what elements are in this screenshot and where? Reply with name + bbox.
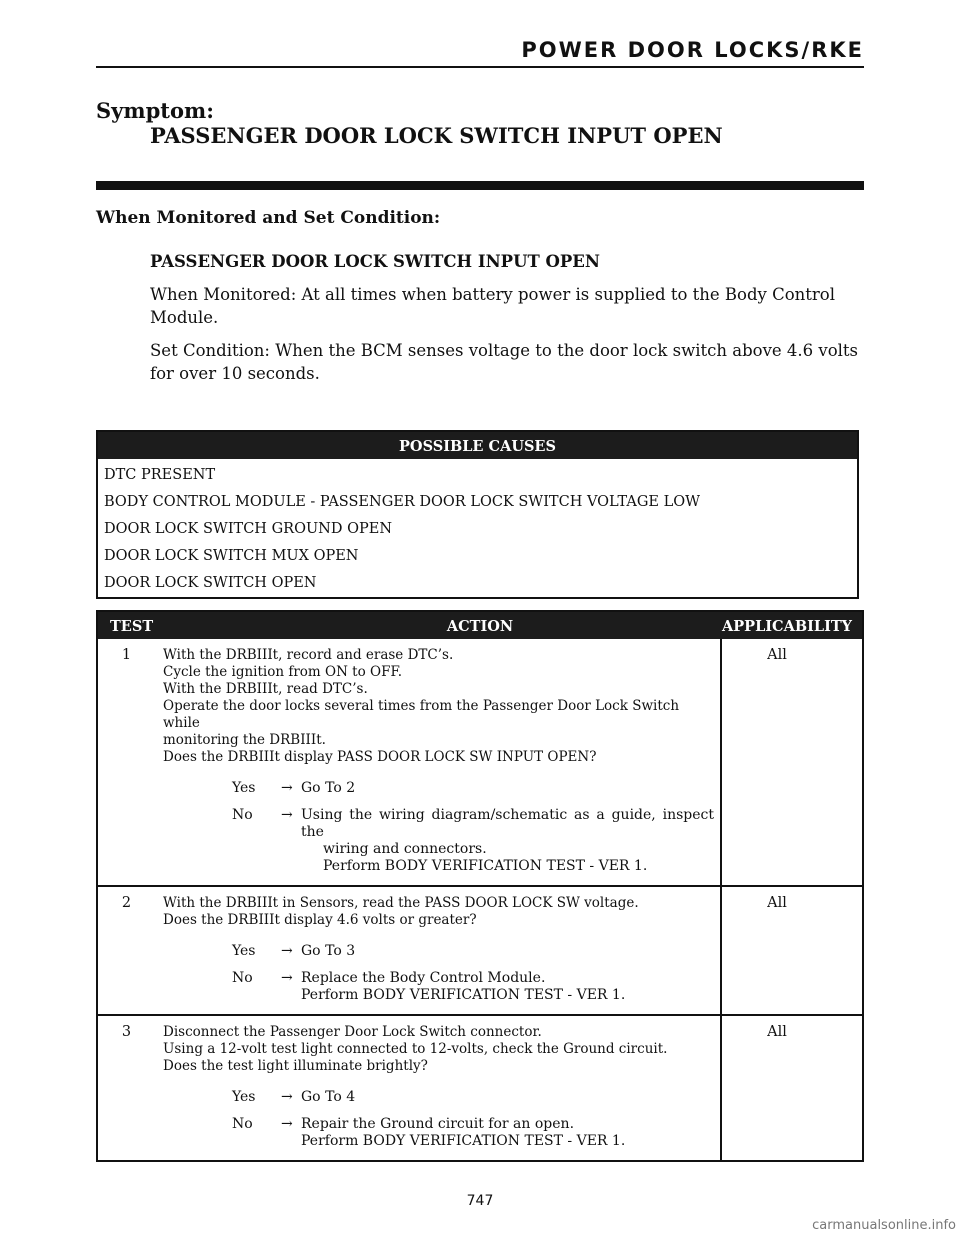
arrow-icon: → [281,780,293,796]
action-line: Does the DRBIIIt display PASS DOOR LOCK SW INPUT OPEN? [163,749,597,765]
test-number: 1 [121,647,132,663]
header-rule [96,66,864,68]
arrow-icon: → [281,970,293,986]
test-applicability: All [720,887,862,1014]
action-line: Using a 12-volt test light connected to 12-volts, check the Ground circuit. [163,1041,668,1057]
no-text: Using the wiring diagram/schematic as a guide, inspect the wiring and connectors. Perform BODY VERIFICATION TEST - VER 1. [301,807,714,874]
action-line: With the DRBIIIt, read DTC’s. [163,681,368,697]
arrow-icon: → [281,1089,293,1105]
possible-causes-header: POSSIBLE CAUSES [98,432,857,459]
no-answer [163,807,714,875]
cause-item: BODY CONTROL MODULE - PASSENGER DOOR LOCK SWITCH VOLTAGE LOW [104,494,701,510]
test-applicability: All [720,639,862,885]
test-table-header [98,612,862,639]
conditions-heading: When Monitored and Set Condition: [96,208,441,228]
condition-name: PASSENGER DOOR LOCK SWITCH INPUT OPEN [150,252,600,271]
yes-label: Yes [232,1089,256,1105]
test-action [155,1016,720,1160]
arrow-icon: → [281,1116,293,1132]
action-line: With the DRBIIIt, record and erase DTC’s. [163,647,454,663]
symptom-label: Symptom: [96,98,214,123]
test-action [155,887,720,1014]
page-number: 747 [466,1193,494,1209]
action-line: Does the test light illuminate brightly? [163,1058,428,1074]
action-line: Operate the door locks several times from the Passenger Door Lock Switch while [163,698,680,731]
action-line: Does the DRBIIIt display 4.6 volts or greater? [163,912,477,928]
when-monitored-text: When Monitored: At all times when battery power is supplied to the Body Control Module. [150,285,835,327]
yes-text: Go To 2 [301,780,356,796]
test-number: 2 [121,895,132,911]
symptom-title: PASSENGER DOOR LOCK SWITCH INPUT OPEN [150,123,723,148]
yes-answer [163,943,714,960]
action-line: monitoring the DRBIIIt. [163,732,326,748]
action-line: With the DRBIIIt in Sensors, read the PASS DOOR LOCK SW voltage. [163,895,639,911]
site-watermark: carmanualsonline.info [812,1218,956,1233]
cause-item: DTC PRESENT [104,467,216,483]
no-text: Repair the Ground circuit for an open. Perform BODY VERIFICATION TEST - VER 1. [301,1116,626,1149]
no-text: Replace the Body Control Module. Perform BODY VERIFICATION TEST - VER 1. [301,970,626,1003]
action-line: Disconnect the Passenger Door Lock Switch connector. [163,1024,542,1040]
conditions-block [150,250,866,395]
column-header-test: TEST [110,618,154,635]
section-divider [96,181,864,190]
arrow-icon: → [281,807,293,823]
yes-text: Go To 4 [301,1089,356,1105]
test-applicability: All [720,1016,862,1160]
column-header-applicability: APPLICABILITY [722,618,852,635]
yes-label: Yes [232,780,256,796]
no-label: No [232,1116,253,1132]
cause-item: DOOR LOCK SWITCH MUX OPEN [104,548,359,564]
test-row [98,885,862,1014]
possible-causes-table [96,430,859,599]
test-number: 3 [121,1024,132,1040]
yes-answer [163,780,714,797]
no-label: No [232,970,253,986]
yes-text: Go To 3 [301,943,356,959]
test-action [155,639,720,885]
test-row [98,639,862,885]
no-answer [163,970,714,1004]
page-header-title: POWER DOOR LOCKS/RKE [521,38,864,62]
column-header-action: ACTION [446,618,514,635]
no-answer [163,1116,714,1150]
set-condition-text: Set Condition: When the BCM senses voltage to the door lock switch above 4.6 volts for over 10 seconds. [150,341,859,383]
test-row [98,1014,862,1160]
arrow-icon: → [281,943,293,959]
cause-item: DOOR LOCK SWITCH OPEN [104,575,317,591]
action-line: Cycle the ignition from ON to OFF. [163,664,403,680]
yes-label: Yes [232,943,256,959]
no-label: No [232,807,253,823]
cause-item: DOOR LOCK SWITCH GROUND OPEN [104,521,393,537]
test-table [96,610,864,1162]
yes-answer [163,1089,714,1106]
